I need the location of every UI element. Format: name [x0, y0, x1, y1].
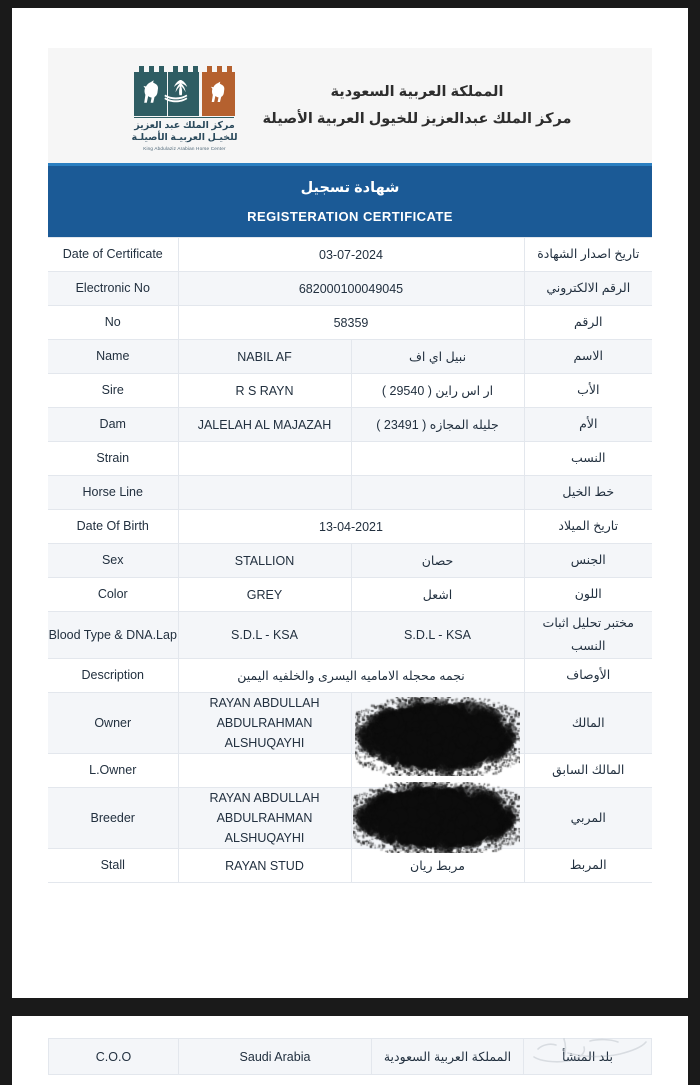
- row-value-english: RAYAN ABDULLAH ABDULRAHMAN ALSHUQAYHI: [178, 788, 351, 849]
- row-value-arabic-redacted: [351, 788, 524, 849]
- row-english-label: Strain: [48, 442, 178, 476]
- certificate-title-english: REGISTERATION CERTIFICATE: [247, 209, 453, 225]
- row-value-english: [178, 754, 351, 788]
- registration-certificate-card: [48, 48, 652, 883]
- row-value-arabic: ار اس راين ( 29540 ): [351, 374, 524, 408]
- country-of-origin-table: [48, 1038, 652, 1075]
- table-row: [48, 238, 652, 272]
- table-row: [48, 272, 652, 306]
- row-value-arabic: [351, 476, 524, 510]
- row-value-english: R S RAYN: [178, 374, 351, 408]
- table-row: [49, 1039, 652, 1075]
- row-english-label: Date Of Birth: [48, 510, 178, 544]
- row-english-label: Sex: [48, 544, 178, 578]
- row-value-english: NABIL AF: [178, 340, 351, 374]
- row-english-label: Sire: [48, 374, 178, 408]
- row-arabic-label: المالك: [524, 693, 652, 754]
- row-english-label: Owner: [48, 693, 178, 754]
- row-value-arabic: مربط ريان: [351, 849, 524, 883]
- coo-arabic-value: المملكة العربية السعودية: [372, 1039, 524, 1075]
- row-value-english: 58359: [178, 306, 524, 340]
- row-arabic-label: النسب: [524, 442, 652, 476]
- organization-logo: [128, 60, 240, 150]
- table-row: [48, 340, 652, 374]
- row-value-english: RAYAN STUD: [178, 849, 351, 883]
- row-arabic-label: اللون: [524, 578, 652, 612]
- table-row: [48, 476, 652, 510]
- row-english-label: Name: [48, 340, 178, 374]
- row-value-english: [178, 476, 351, 510]
- row-value-english: STALLION: [178, 544, 351, 578]
- horse-center-logo-icon: [132, 60, 236, 118]
- table-row: [48, 442, 652, 476]
- table-row: [48, 510, 652, 544]
- header-titles: [262, 79, 571, 131]
- country-of-origin-wrap: [48, 1038, 652, 1075]
- row-english-label: Blood Type & DNA.Lap: [48, 612, 178, 659]
- row-value-arabic-redacted: [351, 754, 524, 788]
- row-arabic-label: الأوصاف: [524, 659, 652, 693]
- table-row: [48, 374, 652, 408]
- row-arabic-label: المالك السابق: [524, 754, 652, 788]
- row-arabic-label: خط الخيل: [524, 476, 652, 510]
- logo-english-name: King Abdulaziz Arabian Horse Center: [143, 145, 226, 151]
- table-row: [48, 754, 652, 788]
- row-english-label: Stall: [48, 849, 178, 883]
- row-arabic-label: تاريخ الميلاد: [524, 510, 652, 544]
- table-row: [48, 659, 652, 693]
- row-arabic-label: الجنس: [524, 544, 652, 578]
- row-arabic-label: الرقم: [524, 306, 652, 340]
- row-value-english: نجمه محجله الاماميه اليسرى والخلفيه اليمين: [178, 659, 524, 693]
- certificate-header: [48, 48, 652, 163]
- row-arabic-label: المربي: [524, 788, 652, 849]
- row-value-english: 03-07-2024: [178, 238, 524, 272]
- table-row: [48, 408, 652, 442]
- row-english-label: L.Owner: [48, 754, 178, 788]
- row-english-label: Date of Certificate: [48, 238, 178, 272]
- table-row: [48, 849, 652, 883]
- row-arabic-label: تاريخ اصدار الشهادة: [524, 238, 652, 272]
- row-value-english: GREY: [178, 578, 351, 612]
- row-arabic-label: الاسم: [524, 340, 652, 374]
- row-value-arabic: S.D.L - KSA: [351, 612, 524, 659]
- row-value-arabic: [351, 442, 524, 476]
- table-row: [48, 788, 652, 849]
- row-value-arabic: اشعل: [351, 578, 524, 612]
- row-value-english: S.D.L - KSA: [178, 612, 351, 659]
- table-row: [48, 693, 652, 754]
- row-english-label: Dam: [48, 408, 178, 442]
- coo-english-value: Saudi Arabia: [179, 1039, 372, 1075]
- row-value-english: 682000100049045: [178, 272, 524, 306]
- certificate-data-table: [48, 237, 652, 883]
- kingdom-title: المملكة العربية السعودية: [330, 84, 504, 101]
- table-row: [48, 578, 652, 612]
- row-english-label: Breeder: [48, 788, 178, 849]
- table-row: [48, 306, 652, 340]
- row-value-arabic-redacted: [351, 693, 524, 754]
- row-value-arabic: حصان: [351, 544, 524, 578]
- row-value-english: 13-04-2021: [178, 510, 524, 544]
- center-title: مركز الملك عبدالعزيز للخيول العربية الأصيلة: [262, 110, 572, 127]
- row-arabic-label: الأب: [524, 374, 652, 408]
- logo-arabic-line-2: للخيـل العربيـة الأصيلـة: [131, 132, 238, 144]
- table-row: [48, 612, 652, 659]
- certificate-panel: [12, 8, 688, 998]
- row-english-label: Horse Line: [48, 476, 178, 510]
- logo-arabic-line-1: مركز الملك عبد العزيز: [134, 120, 235, 132]
- country-of-origin-panel: [12, 1016, 688, 1085]
- row-value-english: [178, 442, 351, 476]
- row-english-label: No: [48, 306, 178, 340]
- row-english-label: Electronic No: [48, 272, 178, 306]
- row-value-arabic: نبيل اي اف: [351, 340, 524, 374]
- certificate-title-arabic: شهادة تسجيل: [300, 180, 400, 196]
- row-english-label: Color: [48, 578, 178, 612]
- coo-english-label: C.O.O: [49, 1039, 179, 1075]
- row-value-english: JALELAH AL MAJAZAH: [178, 408, 351, 442]
- certificate-title-bar: [48, 163, 652, 237]
- row-english-label: Description: [48, 659, 178, 693]
- table-row: [48, 544, 652, 578]
- certificate-table-body: [48, 238, 652, 883]
- coo-arabic-label: بلد المنشأ: [524, 1039, 652, 1075]
- row-arabic-label: الأم: [524, 408, 652, 442]
- row-value-english: RAYAN ABDULLAH ABDULRAHMAN ALSHUQAYHI: [178, 693, 351, 754]
- row-arabic-label: مختبر تحليل اثبات النسب: [524, 612, 652, 659]
- row-arabic-label: الرقم الالكتروني: [524, 272, 652, 306]
- row-arabic-label: المربط: [524, 849, 652, 883]
- row-value-arabic: جليله المجازه ( 23491 ): [351, 408, 524, 442]
